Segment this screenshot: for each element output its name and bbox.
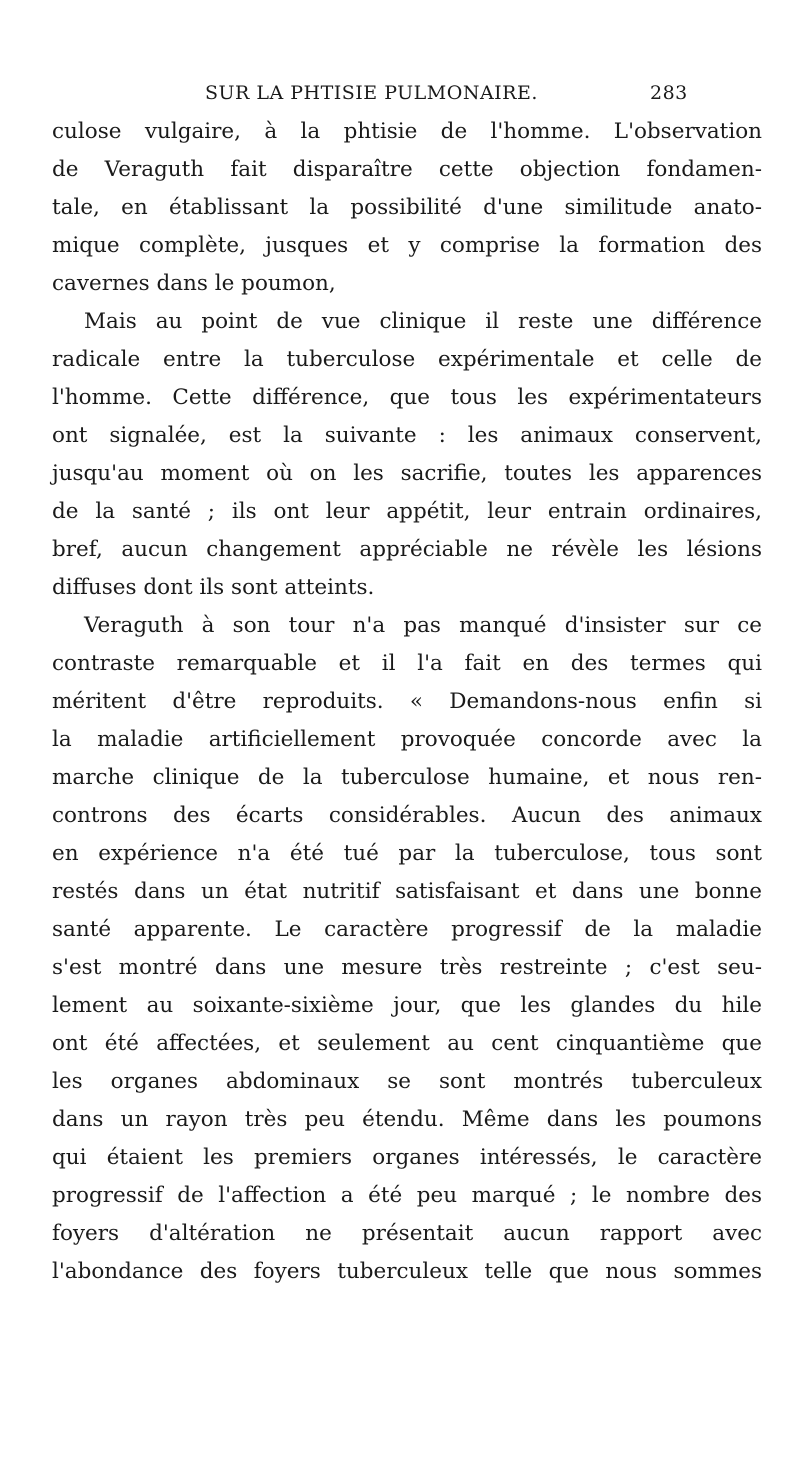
text-line: bref, aucun changement appréciable ne révèle les lésions xyxy=(52,537,762,562)
text-line: culose vulgaire, à la phtisie de l'homme. L'observation xyxy=(52,119,762,144)
text-line: radicale entre la tuberculose expérimentale et celle de xyxy=(52,347,762,372)
text-line: l'homme. Cette différence, que tous les expérimentateurs xyxy=(52,385,762,410)
text-line: lement au soixante-sixième jour, que les glandes du hile xyxy=(52,993,762,1018)
text-line: tale, en établissant la possibilité d'une similitude anato- xyxy=(52,195,762,220)
text-line: diffuses dont ils sont atteints. xyxy=(52,575,375,600)
text-line: Veraguth à son tour n'a pas manqué d'insister sur ce xyxy=(84,613,762,638)
text-line: la maladie artificiellement provoquée concorde avec la xyxy=(52,727,762,752)
text-line: dans un rayon très peu étendu. Même dans les poumons xyxy=(52,1107,762,1132)
text-line: méritent d'être reproduits. « Demandons-nous enfin si xyxy=(52,689,762,714)
text-line: les organes abdominaux se sont montrés tuberculeux xyxy=(52,1069,762,1094)
text-line: restés dans un état nutritif satisfaisant et dans une bonne xyxy=(52,879,762,904)
text-line: cavernes dans le poumon, xyxy=(52,271,336,296)
text-line: s'est montré dans une mesure très restreinte ; c'est seu- xyxy=(52,955,762,980)
text-line: progressif de l'affection a été peu marqué ; le nombre des xyxy=(52,1183,762,1208)
running-header xyxy=(205,82,705,110)
text-line: jusqu'au moment où on les sacrifie, toutes les apparences xyxy=(52,461,762,486)
text-line: de la santé ; ils ont leur appétit, leur entrain ordinaires, xyxy=(52,499,762,524)
text-line: santé apparente. Le caractère progressif de la maladie xyxy=(52,917,762,942)
text-line: de Veraguth fait disparaître cette objection fondamen- xyxy=(52,157,762,182)
text-line: ont signalée, est la suivante : les animaux conservent, xyxy=(52,423,762,448)
running-title: SUR LA PHTISIE PULMONAIRE. xyxy=(205,82,538,104)
text-line: en expérience n'a été tué par la tuberculose, tous sont xyxy=(52,841,762,866)
text-line: controns des écarts considérables. Aucun des animaux xyxy=(52,803,762,828)
text-line: marche clinique de la tuberculose humaine, et nous ren- xyxy=(52,765,762,790)
text-line: foyers d'altération ne présentait aucun rapport avec xyxy=(52,1221,762,1246)
text-line: qui étaient les premiers organes intéressés, le caractère xyxy=(52,1145,762,1170)
page-number: 283 xyxy=(650,82,688,104)
text-line: ont été affectées, et seulement au cent cinquantième que xyxy=(52,1031,762,1056)
text-line: l'abondance des foyers tuberculeux telle que nous sommes xyxy=(52,1259,762,1284)
body-text xyxy=(52,113,762,1291)
text-line: Mais au point de vue clinique il reste une différence xyxy=(84,309,762,334)
text-line: contraste remarquable et il l'a fait en des termes qui xyxy=(52,651,762,676)
text-line: mique complète, jusques et y comprise la formation des xyxy=(52,233,762,258)
